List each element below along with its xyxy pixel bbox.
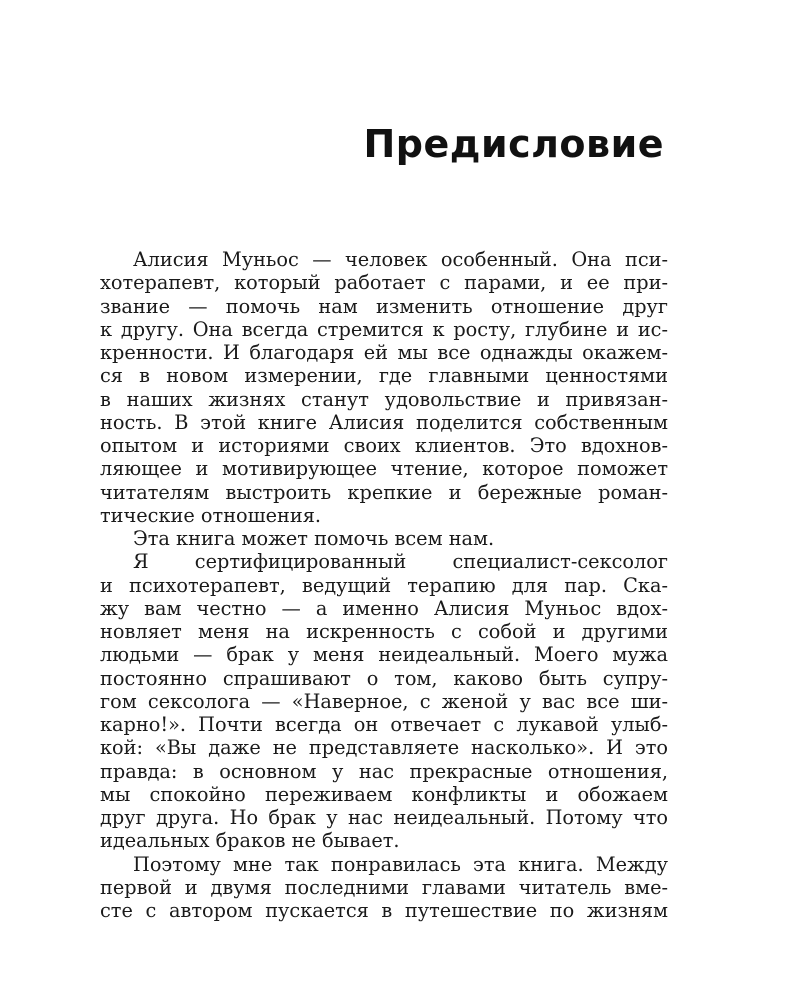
text-line: карно!». Почти всегда он отвечает с лукавой улыб- xyxy=(100,713,668,736)
text-line: хотерапевт, который работает с парами, и ее при- xyxy=(100,271,668,295)
text-line: идеальных браков не бывает. xyxy=(100,829,400,853)
text-line: тические отношения. xyxy=(100,503,321,527)
text-line: ся в новом измерении, где главными ценностями xyxy=(100,364,668,388)
text-line: Алисия Муньос — человек особенный. Она пси- xyxy=(133,248,668,271)
text-line: правда: в основном у нас прекрасные отношения, xyxy=(100,759,668,783)
text-line: сте с автором пускается в путешествие по жизням xyxy=(100,899,668,922)
text-line: к другу. Она всегда стремится к росту, глубине и ис- xyxy=(100,317,668,341)
text-line: первой и двумя последними главами читатель вме- xyxy=(100,875,668,899)
text-line: и психотерапевт, ведущий терапию для пар. Ска- xyxy=(100,573,668,597)
text-line: кой: «Вы даже не представляете насколько». И это xyxy=(100,736,668,760)
text-line: читателям выстроить крепкие и бережные роман- xyxy=(100,480,668,504)
text-line: кренности. И благодаря ей мы все однажды окажем- xyxy=(100,341,668,364)
chapter-title: Предисловие xyxy=(363,122,664,166)
text-line: постоянно спрашивают о том, каково быть супру- xyxy=(100,666,668,690)
text-line: жу вам честно — а именно Алисия Муньос вдох- xyxy=(100,596,668,620)
text-line: ность. В этой книге Алисия поделится собственным xyxy=(100,410,668,434)
text-line: опытом и историями своих клиентов. Это вдохнов- xyxy=(100,434,668,457)
text-line: ляющее и мотивирующее чтение, которое поможет xyxy=(100,457,668,481)
text-line: Поэтому мне так понравилась эта книга. Между xyxy=(133,852,668,876)
text-line: людьми — брак у меня неидеальный. Моего мужа xyxy=(100,643,668,667)
text-line: новляет меня на искренность с собой и другими xyxy=(100,620,668,643)
text-line: Я сертифицированный специалист-сексолог xyxy=(133,550,668,574)
text-line: в наших жизнях станут удовольствие и привязан- xyxy=(100,387,668,411)
text-line: гом сексолога — «Наверное, с женой у вас все ши- xyxy=(100,689,668,713)
text-line: друг друга. Но брак у нас неидеальный. Потому что xyxy=(100,806,668,829)
text-line: мы спокойно переживаем конфликты и обожаем xyxy=(100,782,668,806)
text-line: звание — помочь нам изменить отношение друг xyxy=(100,294,668,318)
text-line: Эта книга может помочь всем нам. xyxy=(133,527,495,550)
body-text xyxy=(100,248,668,922)
